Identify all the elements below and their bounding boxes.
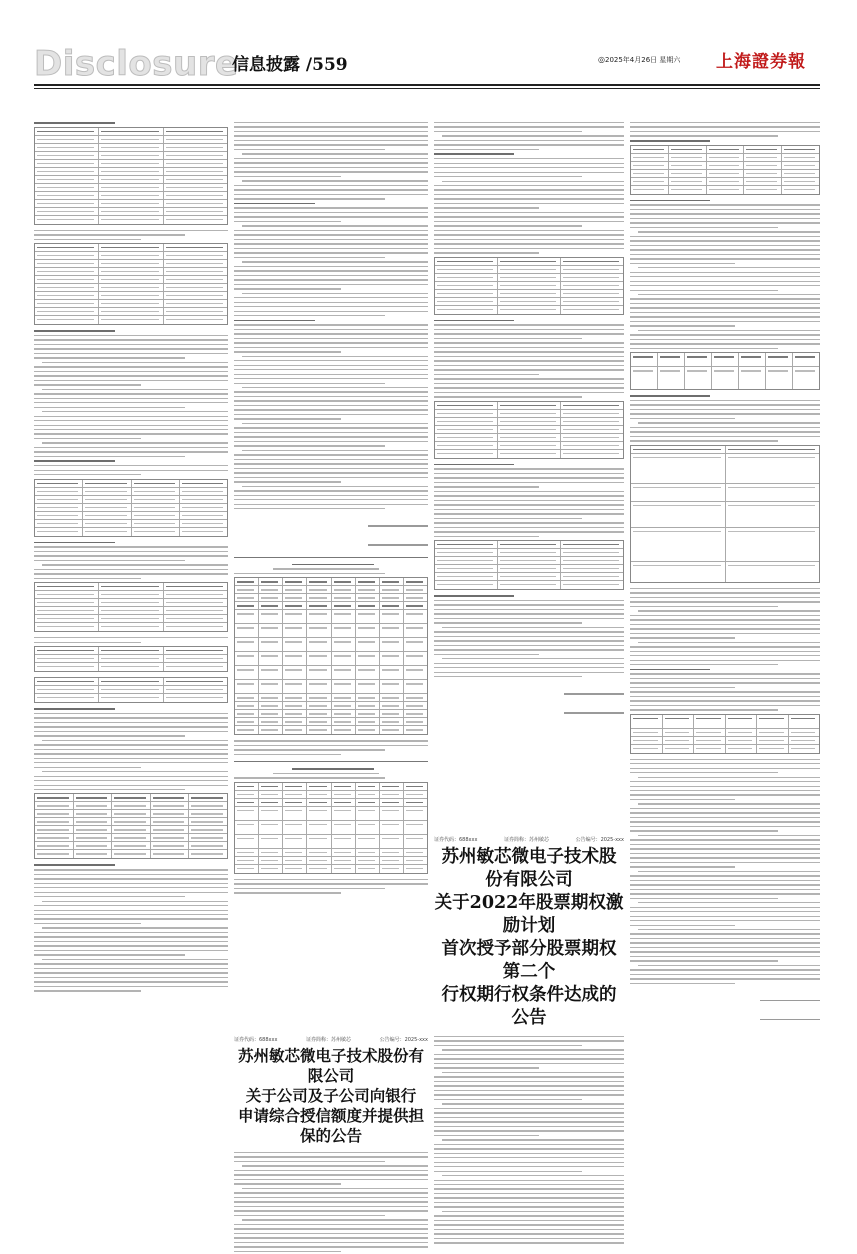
column-1-text xyxy=(34,122,228,992)
stock-option-announcement-codes xyxy=(434,836,624,843)
stock-code: 证券代码：688xxx xyxy=(234,1037,278,1043)
stock-option-announcement-headline xyxy=(434,836,624,1247)
guarantee-announcement-headline xyxy=(234,1036,428,1254)
deposit-table xyxy=(34,793,228,859)
column-1 xyxy=(34,122,228,1222)
column-2-divider-1 xyxy=(234,557,428,558)
column-2 xyxy=(234,122,428,1030)
signature-block-3 xyxy=(630,987,820,1025)
stock-short-name: 证券简称：苏州敏芯 xyxy=(503,837,549,843)
bank-account-table xyxy=(34,479,228,537)
signature-block-1 xyxy=(234,513,428,551)
guarantee-body-text xyxy=(234,1152,428,1254)
guarantee-title-line-2: 关于公司及子公司向银行 xyxy=(245,1086,417,1105)
fund-usage-table xyxy=(34,582,228,632)
exercise-quantity-table xyxy=(630,714,820,754)
stock-option-body-text xyxy=(434,1036,624,1244)
grant-summary-table xyxy=(630,352,820,390)
stock-option-title-line-1: 苏州敏芯微电子技术股份有限公司 xyxy=(441,847,617,890)
financial-table-1 xyxy=(34,127,228,225)
column-2-divider-2 xyxy=(234,761,428,762)
small-table-1 xyxy=(34,646,228,672)
fund-usage-comparison-table xyxy=(234,577,428,735)
small-table-2 xyxy=(34,677,228,703)
column-3-text xyxy=(434,122,624,719)
stock-option-title-line-4: 行权期行权条件达成的公告 xyxy=(441,985,617,1028)
fund-usage-comparison-table-2 xyxy=(234,782,428,874)
section-brand-word: Disclosure xyxy=(34,44,239,84)
masthead xyxy=(0,0,857,100)
newspaper-logo: 上海證券報 xyxy=(716,52,806,72)
date-text: 2025年4月26日 星期六 xyxy=(604,56,681,64)
subsidiary-financials-table-3 xyxy=(434,540,624,590)
financial-table-2 xyxy=(34,243,228,325)
stock-short-name: 证券简称：苏州敏芯 xyxy=(305,1037,351,1043)
guarantee-announcement-codes xyxy=(234,1036,428,1043)
guarantee-title-line-3: 申请综合授信额度并提供担保的公告 xyxy=(237,1106,424,1145)
stock-option-title-line-3: 首次授予部分股票期权第二个 xyxy=(441,939,617,982)
option-holder-table xyxy=(630,145,820,195)
column-2-text xyxy=(234,122,428,894)
date-bullet-icon: ◎ xyxy=(598,55,605,64)
column-4 xyxy=(630,122,820,1222)
column-3 xyxy=(434,122,624,830)
subsidiary-financials-table-2 xyxy=(434,401,624,459)
publication-date xyxy=(598,55,680,65)
signature-block-2 xyxy=(434,681,624,719)
stock-code: 证券代码：688xxx xyxy=(434,837,478,843)
section-title: 信息披露 /559 xyxy=(232,55,348,75)
announcement-number: 公告编号：2025-xxx xyxy=(575,837,624,843)
header-rule-thin xyxy=(34,88,820,89)
guarantee-title-line-1: 苏州敏芯微电子技术股份有限公司 xyxy=(237,1046,424,1085)
header-rule-thick xyxy=(34,84,820,86)
announcement-number: 公告编号：2025-xxx xyxy=(379,1037,428,1043)
column-4-text xyxy=(630,122,820,1025)
stock-option-title-line-2: 关于2022年股票期权激励计划 xyxy=(434,893,624,936)
exercise-conditions-table xyxy=(630,445,820,583)
subsidiary-financials-table-1 xyxy=(434,257,624,315)
